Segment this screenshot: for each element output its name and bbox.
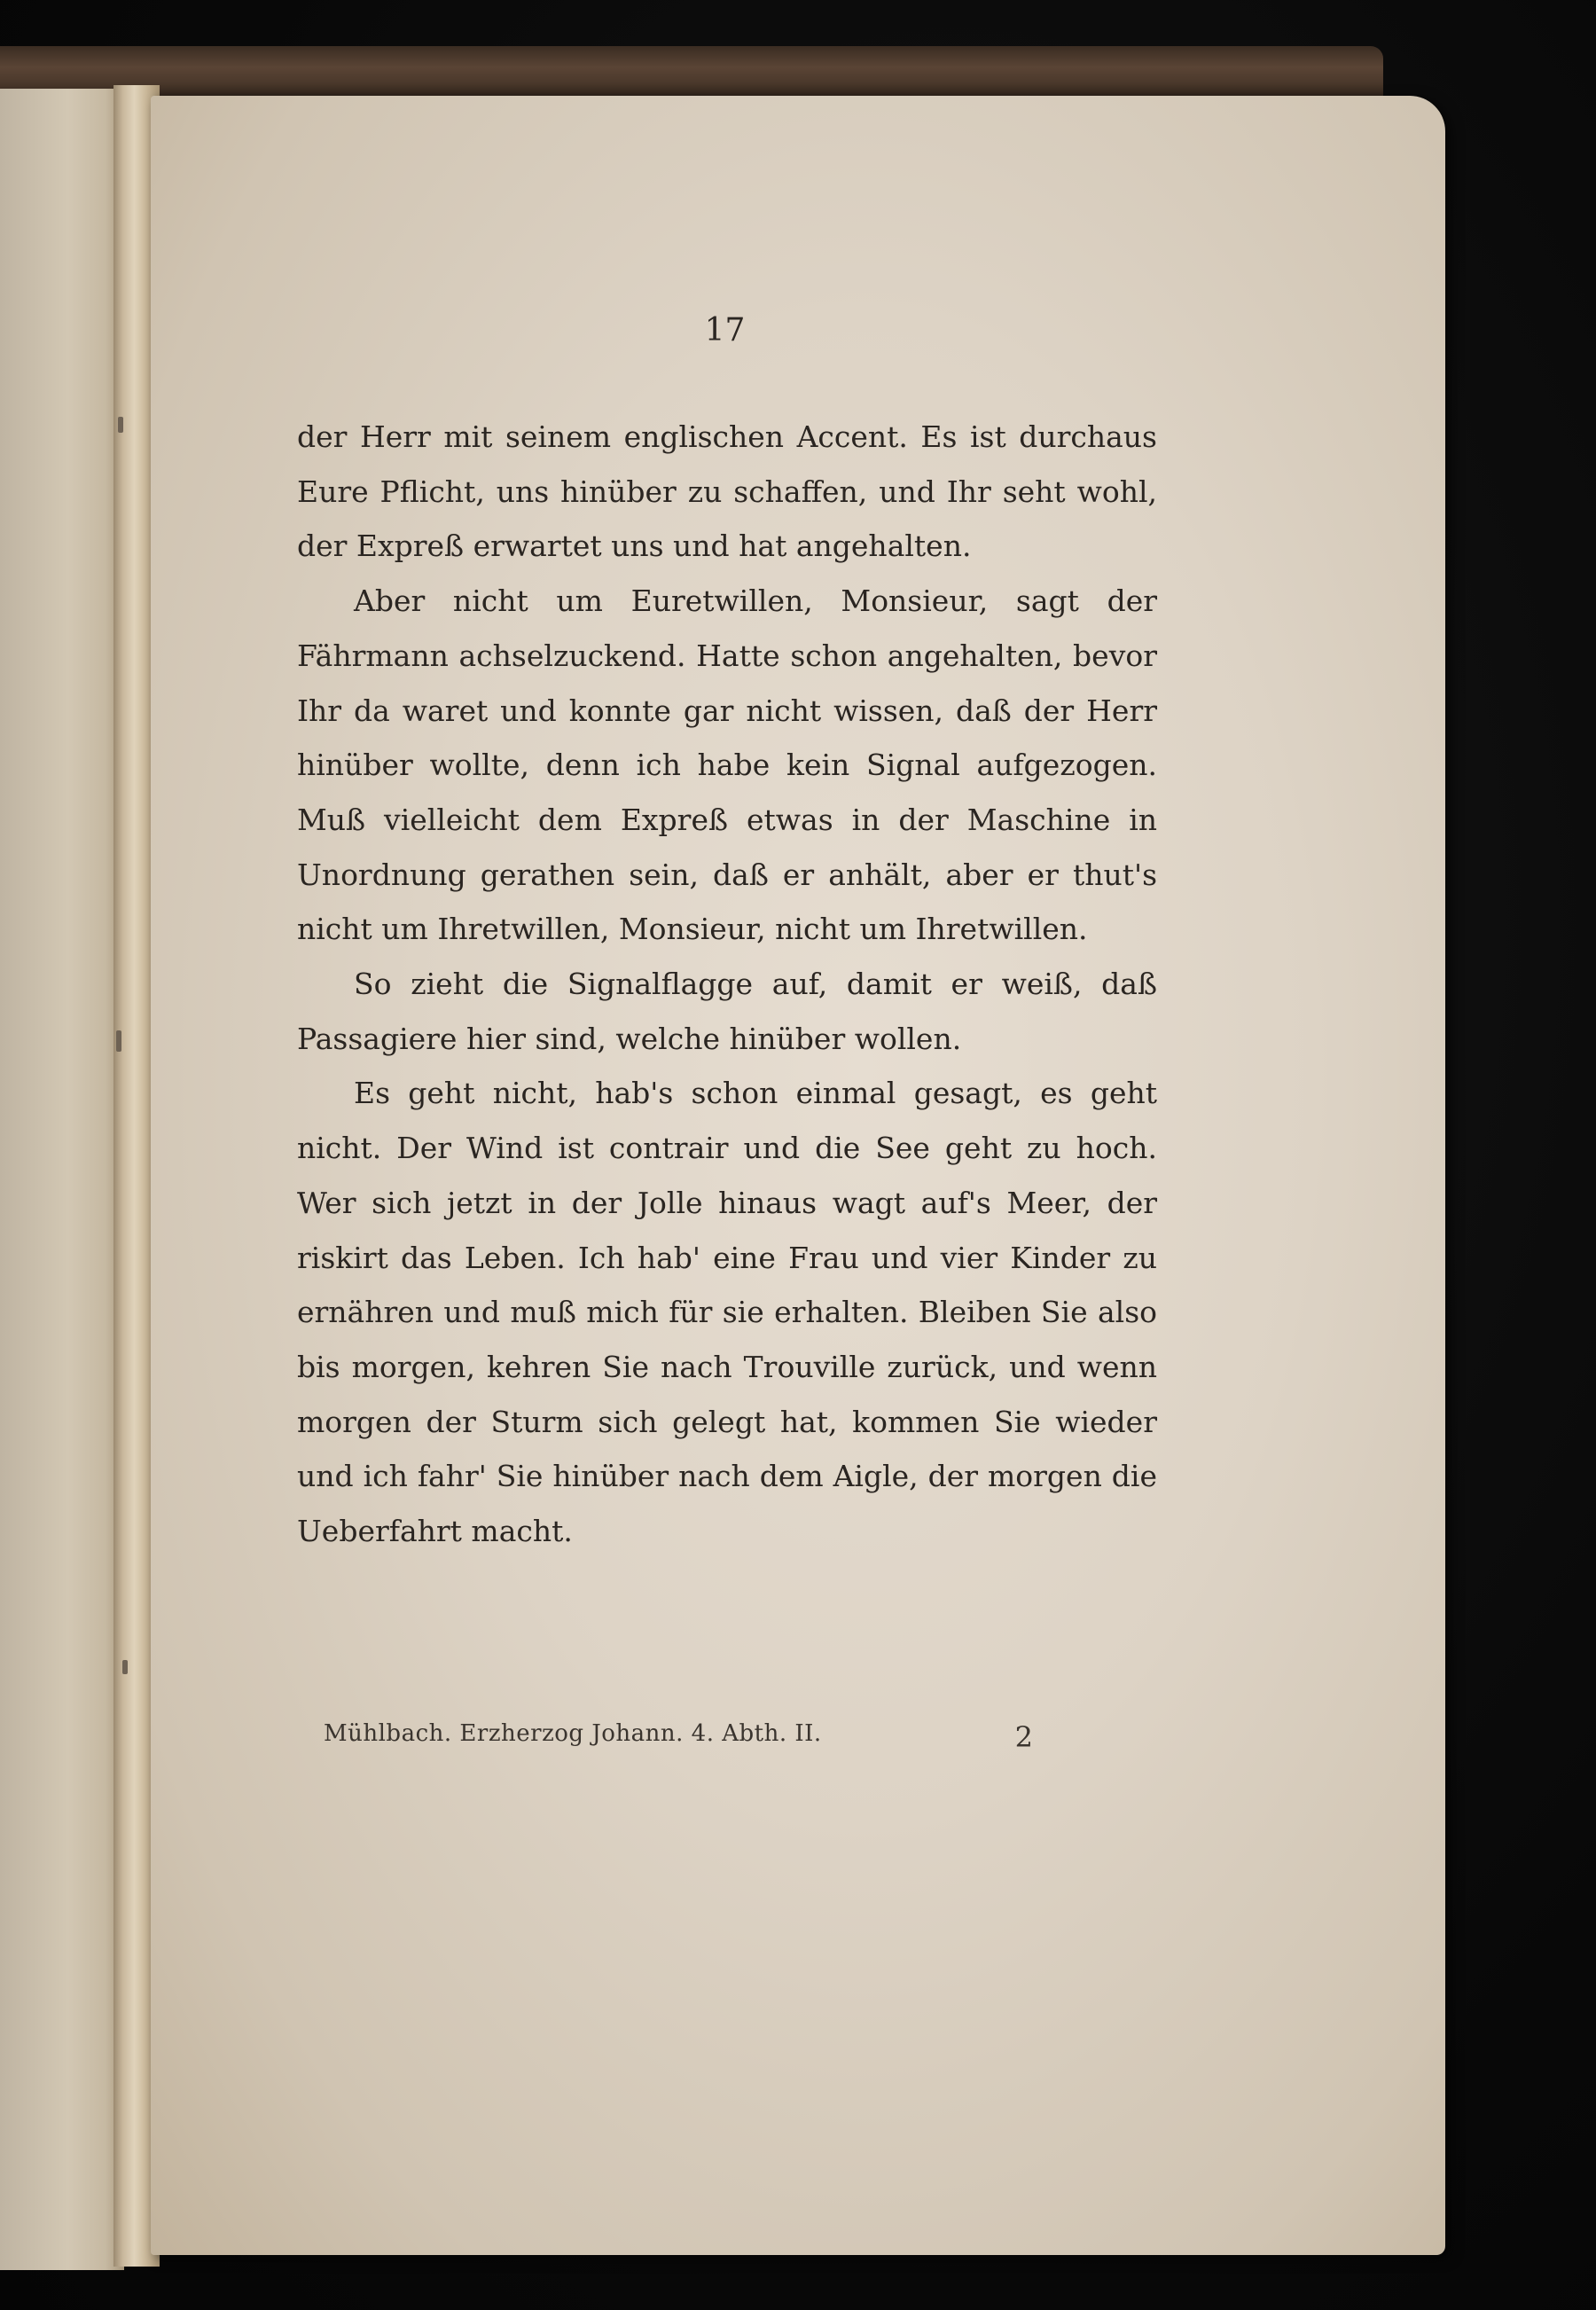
gutter-mark bbox=[116, 1030, 121, 1052]
paragraph: der Herr mit seinem englischen Accent. Es ist durchaus Eure Pflicht, uns hinüber zu schaffen, und Ihr seht wohl, der Expreß erwartet uns und hat angehalten. bbox=[297, 419, 1157, 564]
gutter-mark bbox=[122, 1660, 128, 1674]
paragraph: Aber nicht um Euretwillen, Monsieur, sagt der Fährmann achselzuckend. Hatte schon angehalten, bevor Ihr da waret und konnte gar nicht wissen, daß der Herr hinüber wollte, denn ich habe kein Signal aufgezogen. Muß vielleicht dem Expreß etwas in der Maschine in Unordnung gerathen sein, daß er anhält, aber er thut's nicht um Ihretwillen, Monsieur, nicht um Ihretwillen. bbox=[297, 583, 1157, 947]
gutter-mark bbox=[118, 417, 123, 433]
printer-signature: Mühlbach. Erzherzog Johann. 4. Abth. II. bbox=[324, 1720, 822, 1747]
sheet-number: 2 bbox=[1014, 1720, 1033, 1754]
page-number: 17 bbox=[704, 312, 746, 348]
book-top-edge bbox=[0, 46, 1383, 99]
page-footer bbox=[324, 1720, 1033, 1754]
paragraph: So zieht die Signalflagge auf, damit er weiß, daß Passagiere hier sind, welche hinüber wollen. bbox=[297, 967, 1157, 1056]
body-text bbox=[297, 410, 1157, 1559]
left-page-edge bbox=[0, 89, 124, 2270]
paragraph: Es geht nicht, hab's schon einmal gesagt, es geht nicht. Der Wind ist contrair und die See geht zu hoch. Wer sich jetzt in der Jolle hinaus wagt auf's Meer, der riskirt das Leben. Ich hab' eine Frau und vier Kinder zu ernähren und muß mich für sie erhalten. Bleiben Sie also bis morgen, kehren Sie nach Trouville zurück, und wenn morgen der Sturm sich gelegt hat, kommen Sie wieder und ich fahr' Sie hinüber nach dem Aigle, der morgen die Ueberfahrt macht. bbox=[297, 1076, 1157, 1549]
